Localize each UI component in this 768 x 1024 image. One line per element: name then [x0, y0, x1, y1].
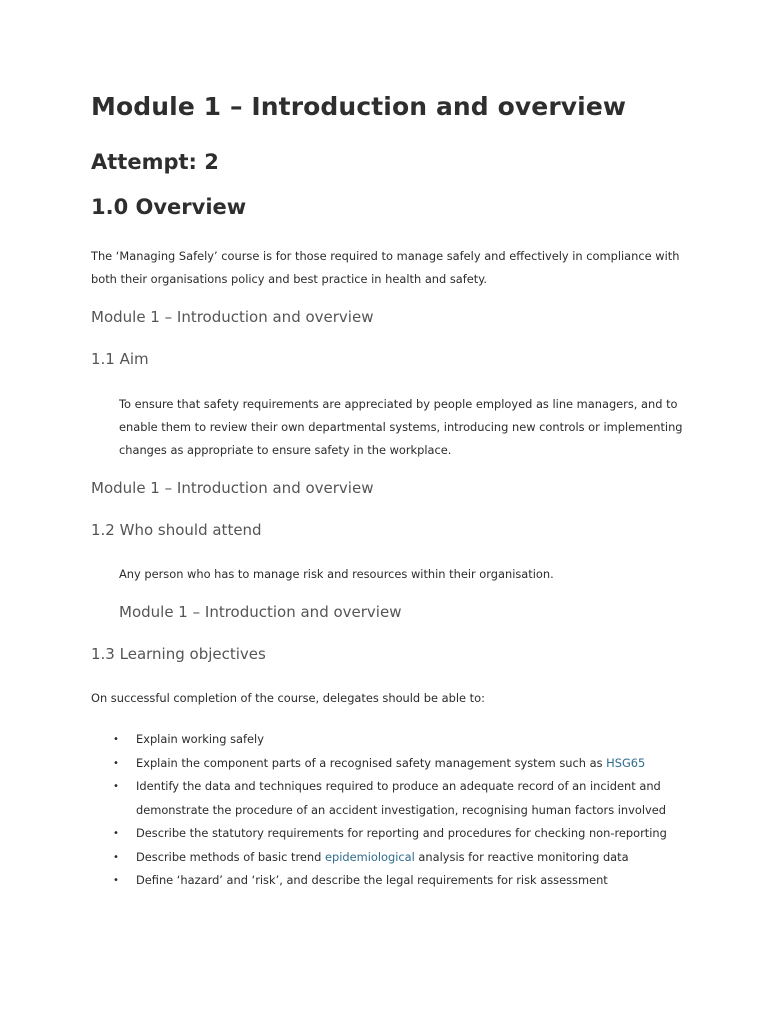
module-label-3: Module 1 – Introduction and overview [119, 603, 402, 621]
page-title: Module 1 – Introduction and overview [91, 92, 627, 121]
module-label-2: Module 1 – Introduction and overview [91, 479, 374, 497]
list-item-text: Describe methods of basic trend [136, 849, 325, 864]
epidemiological-link[interactable]: epidemiological [325, 849, 415, 864]
bullet-icon: • [113, 851, 119, 863]
objectives-lead: On successful completion of the course, delegates should be able to: [91, 691, 485, 705]
attend-heading: 1.2 Who should attend [91, 521, 262, 539]
bullet-icon: • [113, 781, 119, 792]
list-item [91, 728, 691, 752]
list-item-text-after: analysis for reactive monitoring data [414, 849, 629, 864]
attend-paragraph: Any person who has to manage risk and resources within their organisation. [119, 567, 554, 581]
hsg65-link[interactable]: HSG65 [606, 755, 646, 770]
bullet-icon: • [113, 875, 119, 886]
list-item-text: Describe the statutory requirements for reporting and procedures for checking non-reporting [136, 826, 667, 840]
objectives-list [91, 728, 691, 893]
list-item [91, 775, 691, 822]
module-label-1: Module 1 – Introduction and overview [91, 308, 374, 326]
list-item-text: Explain the component parts of a recognised safety management system such as [136, 755, 607, 770]
list-item [91, 822, 691, 846]
attempt-heading: Attempt: 2 [91, 150, 219, 174]
intro-paragraph: The ‘Managing Safely’ course is for those required to manage safely and effectively in compliance with both their organisations policy and best practice in health and safety. [91, 249, 680, 286]
list-item-text: Explain working safely [136, 732, 264, 746]
overview-heading: 1.0 Overview [91, 195, 247, 219]
bullet-icon: • [113, 734, 119, 745]
bullet-icon: • [113, 828, 119, 839]
list-item [91, 752, 691, 776]
aim-heading: 1.1 Aim [91, 350, 149, 368]
list-item [91, 869, 691, 893]
objectives-heading: 1.3 Learning objectives [91, 645, 266, 663]
aim-paragraph: To ensure that safety requirements are appreciated by people employed as line managers, and to enable them to review their own departmental systems, introducing new controls or implementing changes as appropriate to ensure safety in the workplace. [119, 397, 683, 457]
list-item-text: Identify the data and techniques required to produce an adequate record of an incident and demonstrate the procedure of an accident investigation, recognising human factors involved [136, 779, 666, 817]
list-item-text: Define ‘hazard’ and ‘risk’, and describe the legal requirements for risk assessment [136, 873, 608, 887]
list-item [91, 846, 691, 870]
bullet-icon: • [113, 757, 119, 769]
